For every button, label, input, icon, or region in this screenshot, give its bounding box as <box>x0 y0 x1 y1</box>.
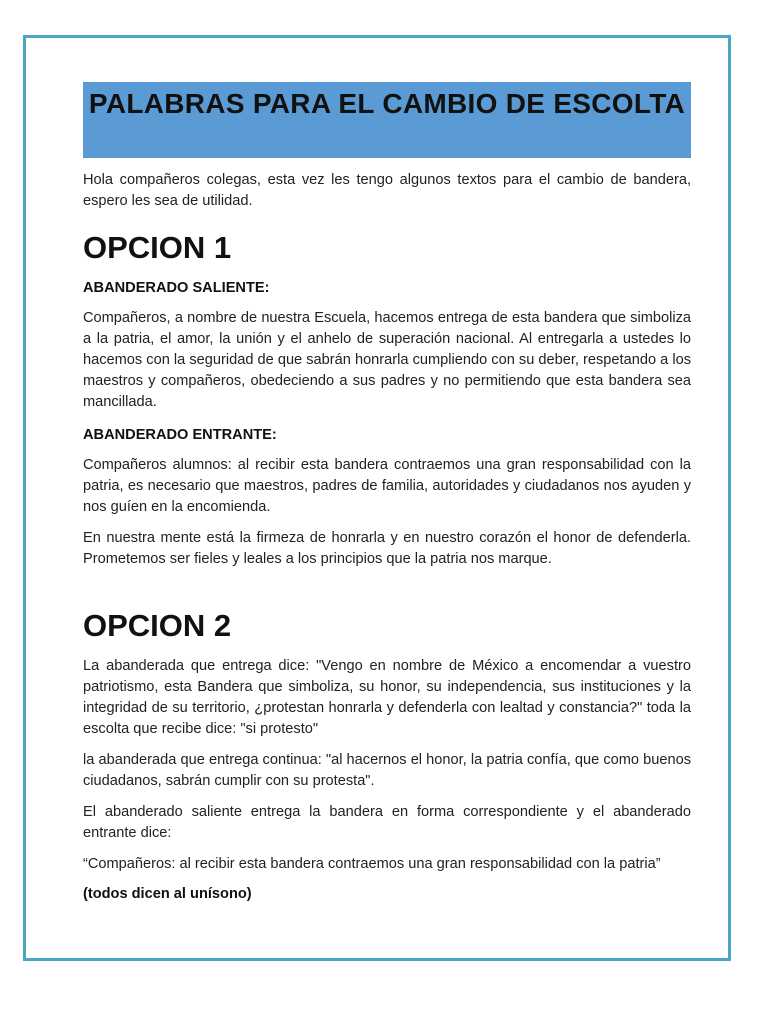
option-2-heading: OPCION 2 <box>83 608 232 643</box>
option-2-paragraph-2: la abanderada que entrega continua: "al hacernos el honor, la patria confía, que como buenos ciudadanos, sabrán cumplir con su protesta". <box>83 752 691 789</box>
option-2-closing: (todos dicen al unísono) <box>83 886 252 902</box>
outgoing-flag-bearer-text: Compañeros, a nombre de nuestra Escuela, hacemos entrega de esta bandera que simboliza a la patria, el amor, la unión y el anhelo de superación nacional. Al entregarla a ustedes lo hacemos con la seguridad de que sabrán honrarla cumpliendo con su deber, respetando a los maestros y compañeros, obedeciendo a sus padres y no permitiendo que esta bandera sea mancillada. <box>83 310 691 410</box>
page-frame <box>23 35 731 961</box>
document-title: PALABRAS PARA EL CAMBIO DE ESCOLTA <box>83 82 691 158</box>
option-2-paragraph-4: “Compañeros: al recibir esta bandera contraemos una gran responsabilidad con la patria” <box>83 856 661 872</box>
outgoing-flag-bearer-label: ABANDERADO SALIENTE: <box>83 280 270 296</box>
incoming-flag-bearer-label: ABANDERADO ENTRANTE: <box>83 427 277 443</box>
option-2-paragraph-3: El abanderado saliente entrega la bandera en forma correspondiente y el abanderado entrante dice: <box>83 804 691 841</box>
option-1-heading: OPCION 1 <box>83 230 232 265</box>
document-content <box>83 82 691 905</box>
incoming-flag-bearer-text-2: En nuestra mente está la firmeza de honrarla y en nuestro corazón el honor de defenderla. Prometemos ser fieles y leales a los principios que la patria nos marque. <box>83 530 691 567</box>
intro-paragraph: Hola compañeros colegas, esta vez les tengo algunos textos para el cambio de bandera, espero les sea de utilidad. <box>83 172 691 209</box>
incoming-flag-bearer-text-1: Compañeros alumnos: al recibir esta bandera contraemos una gran responsabilidad con la patria, es necesario que maestros, padres de familia, autoridades y ciudadanos nos ayuden y nos guíen en la encomienda. <box>83 457 691 515</box>
option-2-paragraph-1: La abanderada que entrega dice: "Vengo en nombre de México a encomendar a vuestro patriotismo, esta Bandera que simboliza, su honor, su independencia, sus instituciones y la integridad de su territorio, ¿protestan honrarla y defenderla con lealtad y constancia?" toda la escolta que recibe dice: "si protesto" <box>83 658 691 737</box>
